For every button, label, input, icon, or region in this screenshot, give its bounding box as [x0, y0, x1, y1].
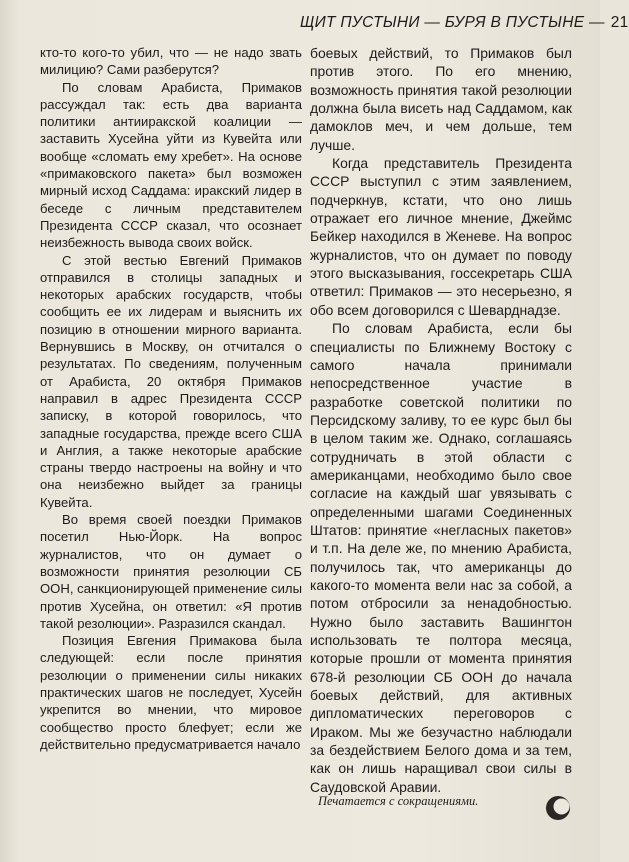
paragraph: Позиция Евгения Примакова была следующей: если после принятия резолюции о применении силы никаких практических шагов не последует, Хусейн укрепится во мнении, что мировое сообщество просто блефует; если же действительно предусматривается начало	[40, 633, 302, 752]
right-column	[310, 44, 572, 796]
crescent-end-mark-icon	[545, 795, 571, 821]
running-title: ЩИТ ПУСТЫНИ — БУРЯ В ПУСТЫНЕ —	[300, 14, 605, 31]
paragraph: По словам Арабиста, если бы специалисты по Ближнему Востоку с самого начала принимали непосредственное участие в разработке советской политики по Персидскому заливу, то ее курс был бы в целом таким же. Однако, соглашаясь сотрудничать в этой области с американцами, необходимо было свое согласие на каждый шаг увязывать с определенными шагами Соединенных Штатов: принятие «негласных пакетов» и т.п. На деле же, по мнению Арабиста, получилось так, что американцы до какого-то момента вели нас за собой, а потом отбросили за ненадобностью. Нужно было заставить Вашингтон использовать те полтора месяца, которые прошли от момента принятия 678-й резолюции СБ ООН до начала боевых действий, для активных дипломатических переговоров с Ираком. Мы же безучастно наблюдали за бездействием Белого дома и за тем, как он лишь наращивал свои силы в Саудовской Аравии.	[310, 320, 572, 795]
page-number: 21	[610, 14, 629, 31]
paragraph: По словам Арабиста, Примаков рассуждал так: есть два варианта политики антииракской коалиции — заставить Хусейна уйти из Кувейта или вообще «сломать ему хребет». На основе «примаковского пакета» был возможен мирный исход Саддама: иракский лидер в беседе с личным представителем Президента СССР сказал, что осознает неизбежность вывода своих войск.	[40, 79, 302, 251]
paragraph: С этой вестью Евгений Примаков отправился в столицы западных и некоторых арабских государств, чтобы сообщить ее их лидерам и выяснить их позицию в отношении мирного варианта. Вернувшись в Москву, он отчитался о результатах. По сведениям, полученным от Арабиста, 20 октября Примаков направил в адрес Президента СССР записку, в которой говорилось, что западные государства, прежде всего США и Англия, а также некоторые арабские страны твердо настроены на войну и что она неизбежно выйдет за границы Кувейта.	[40, 252, 302, 510]
abridged-note: Печатается с сокращениями.	[318, 794, 479, 808]
running-header	[300, 14, 629, 32]
paragraph: Когда представитель Президента СССР выступил с этим заявлением, подчеркнув, кстати, что оно лишь отражает его личное мнение, Джеймс Бейкер находился в Женеве. На вопрос журналистов, что он думает по поводу этого высказывания, госсекретарь США ответил: Примаков — это несерьезно, я обо всем договорился с Шеварднадзе.	[310, 155, 572, 318]
paragraph: боевых действий, то Примаков был против этого. По его мнению, возможность принятия такой резолюции должна была висеть над Саддамом, как дамоклов меч, и чем дольше, тем лучше.	[310, 45, 572, 153]
paragraph: Во время своей поездки Примаков посетил Нью-Йорк. На вопрос журналистов, что он думает о возможности принятия резолюции СБ ООН, санкционирующей применение силы против Хусейна, он ответил: «Я против такой резолюции». Разразился скандал.	[40, 512, 302, 631]
paragraph: кто-то кого-то убил, что — не надо звать милицию? Сами разберутся?	[40, 45, 302, 78]
left-column	[40, 44, 302, 753]
